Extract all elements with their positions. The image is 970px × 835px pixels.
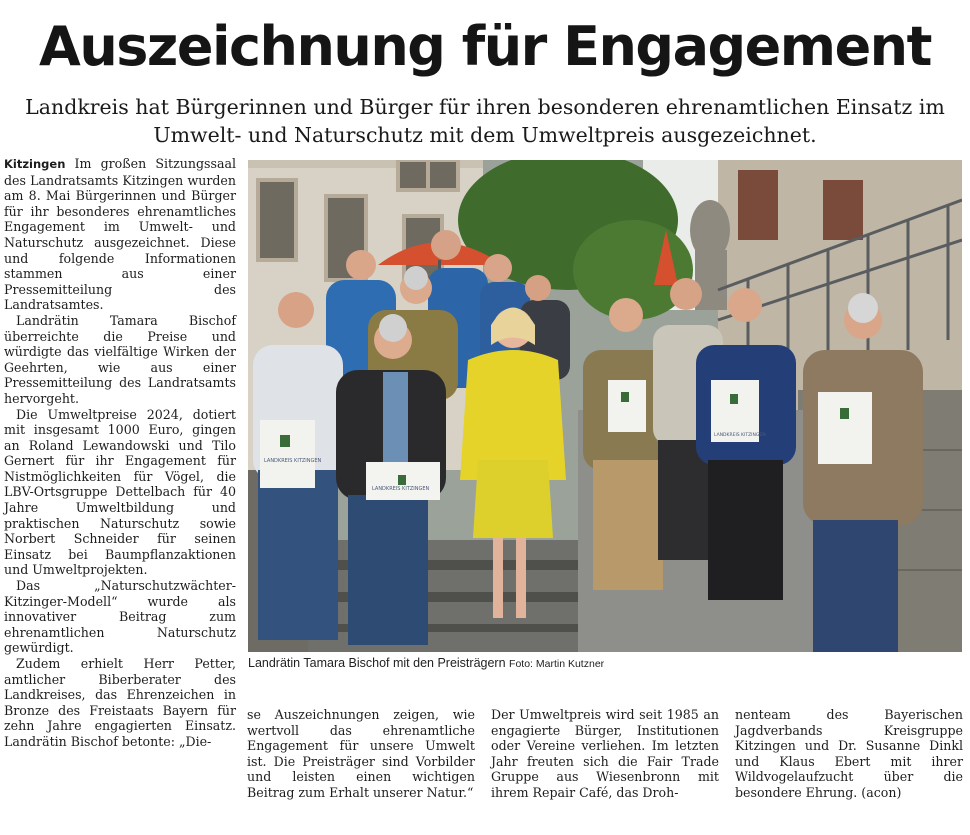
article-column-2 <box>247 707 475 801</box>
paragraph-4: Das „Naturschutzwächter-Kitzinger-Modell“ wurde als innovativer Beitrag zum ehrenamtlichen Naturschutz gewürdigt. <box>4 578 236 656</box>
paragraph-col4: nenteam des Bayerischen Jagdverbands Kreisgruppe Kitzingen und Dr. Susanne Dinkl und Klaus Ebert mit ihrer Wildvogelaufzucht über die besondere Ehrung. (acon) <box>735 707 963 800</box>
article-column-4 <box>735 707 963 801</box>
paragraph-1-text: Im großen Sitzungssaal des Landratsamts Kitzingen wurden am 8. Mai Bürgerinnen und Bürger für ihr besonderes ehrenamtliches Engagement im Umwelt- und Naturschutz ausgezeichnet. Diese und folgende Informationen stammen aus einer Pressemitteilung des Landratsamtes. <box>4 156 236 313</box>
certificate-label-1: LANDKREIS KITZINGEN <box>264 458 322 464</box>
photo-credit: Foto: Martin Kutzner <box>509 658 605 670</box>
paragraph-col3: Der Umweltpreis wird seit 1985 an engagierte Bürger, Institutionen oder Vereine verliehen. Im letzten Jahr freuten sich die Fair Trade Gruppe aus Wiesenbronn mit ihrem Repair Café, das Droh- <box>491 707 719 800</box>
paragraph-2: Landrätin Tamara Bischof überreichte die Preise und würdigte das vielfältige Wirken der Geehrten, wie aus einer Pressemitteilung des Landratsamts hervorgeht. <box>4 312 236 406</box>
headline: Auszeichnung für Engagement <box>39 15 931 78</box>
paragraph-1 <box>4 156 236 313</box>
paragraph-3: Die Umweltpreise 2024, dotiert mit insgesamt 1000 Euro, gingen an Roland Lewandowski und Tilo Gernert für ihr Engagement für Nistmöglichkeiten für Vögel, die LBV-Ortsgruppe Dettelbach für 40 Jahre Umweltbildung und praktischen Naturschutz sowie Norbert Schneider für seinen Einsatz bei Baumpflanzaktionen und Umweltprojekten. <box>4 406 236 578</box>
paragraph-5: Zudem erhielt Herr Petter, amtlicher Biberberater des Landkreises, das Ehrenzeichen in Bronze des Freistaats Bayern für zehn Jahre engagierten Einsatz. Landrätin Bischof betonte: „Die- <box>4 656 236 749</box>
certificate-label-2: LANDKREIS KITZINGEN <box>372 486 430 492</box>
article-column-1 <box>4 156 236 750</box>
article-column-3 <box>491 707 719 801</box>
paragraph-col2: se Auszeichnungen zeigen, wie wertvoll das ehrenamtliche Engagement für unsere Umwelt ist. Die Preisträger sind Vorbilder und leisten einen wichtigen Beitrag zum Erhalt unserer Natur.“ <box>247 707 475 800</box>
photo-caption <box>248 656 962 670</box>
dateline: Kitzingen <box>4 157 66 171</box>
group-photo <box>248 160 962 652</box>
subheadline: Landkreis hat Bürgerinnen und Bürger für ihren besonderen ehrenamtlichen Einsatz im Umwelt- und Naturschutz mit dem Umweltpreis ausgezeichnet. <box>25 95 945 147</box>
caption-text: Landrätin Tamara Bischof mit den Preisträgern <box>248 656 506 670</box>
certificate-label-3: LANDKREIS KITZINGEN <box>714 433 766 438</box>
